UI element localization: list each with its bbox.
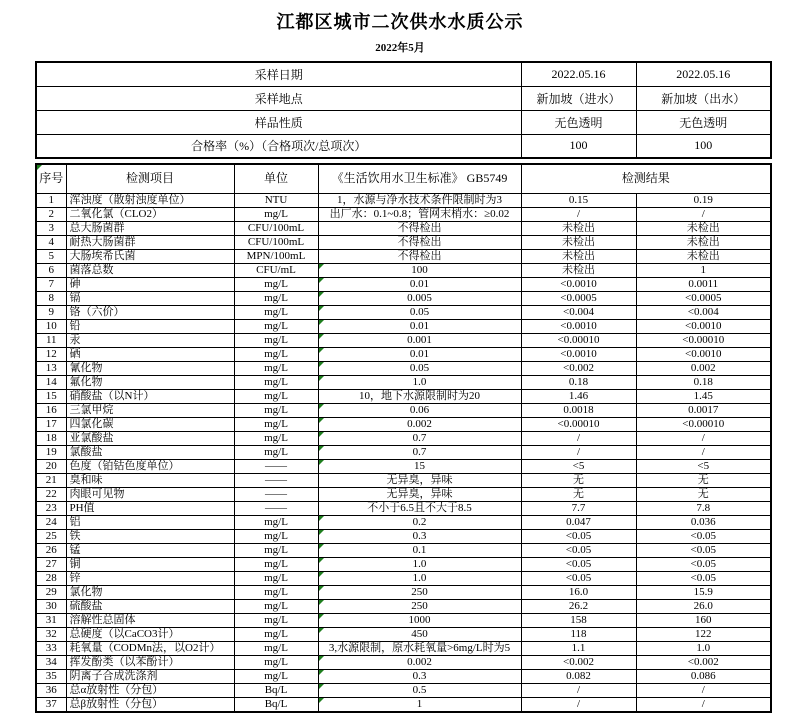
standard-cell: 450	[318, 627, 521, 641]
table-row	[36, 361, 771, 375]
unit-cell: mg/L	[234, 417, 318, 431]
item-cell: 总硬度（以CaCO3计）	[66, 627, 234, 641]
item-cell: 耗氧量（CODMn法，以O2计）	[66, 641, 234, 655]
standard-cell: 1000	[318, 613, 521, 627]
inlet-result-cell: <0.05	[521, 571, 636, 585]
standard-cell: 0.06	[318, 403, 521, 417]
row-no-cell: 26	[36, 543, 66, 557]
inlet-result-cell: <0.0010	[521, 277, 636, 291]
standard-cell: 15	[318, 459, 521, 473]
unit-cell: CFU/mL	[234, 263, 318, 277]
outlet-result-cell: /	[636, 697, 771, 712]
row-no-cell: 32	[36, 627, 66, 641]
unit-cell: CFU/100mL	[234, 221, 318, 235]
row-no-cell: 23	[36, 501, 66, 515]
item-cell: 铅	[66, 319, 234, 333]
standard-cell: 不得检出	[318, 221, 521, 235]
inlet-result-cell: 0.047	[521, 515, 636, 529]
unit-cell: Bq/L	[234, 683, 318, 697]
standard-cell: 250	[318, 599, 521, 613]
item-cell: 三氯甲烷	[66, 403, 234, 417]
summary-row	[36, 62, 771, 86]
summary-inlet-value-cell: 新加坡（进水）	[521, 86, 636, 110]
inlet-result-cell: <0.05	[521, 557, 636, 571]
unit-cell: mg/L	[234, 291, 318, 305]
outlet-result-cell: 0.0011	[636, 277, 771, 291]
table-row	[36, 221, 771, 235]
outlet-result-cell: 0.0017	[636, 403, 771, 417]
inlet-result-cell: 未检出	[521, 235, 636, 249]
standard-cell: 不得检出	[318, 249, 521, 263]
item-cell: 挥发酚类（以苯酚计）	[66, 655, 234, 669]
standard-cell: 100	[318, 263, 521, 277]
summary-inlet-value-cell: 无色透明	[521, 110, 636, 134]
unit-cell: mg/L	[234, 347, 318, 361]
summary-row	[36, 110, 771, 134]
outlet-result-cell: <5	[636, 459, 771, 473]
unit-cell: mg/L	[234, 515, 318, 529]
row-no-cell: 5	[36, 249, 66, 263]
item-cell: 硒	[66, 347, 234, 361]
inlet-result-cell: 0.0018	[521, 403, 636, 417]
outlet-result-cell: <0.0010	[636, 319, 771, 333]
outlet-result-cell: <0.004	[636, 305, 771, 319]
inlet-result-cell: 118	[521, 627, 636, 641]
row-no-cell: 31	[36, 613, 66, 627]
summary-label-cell: 采样地点	[36, 86, 521, 110]
unit-cell: NTU	[234, 193, 318, 207]
row-no-cell: 36	[36, 683, 66, 697]
standard-cell: 0.002	[318, 655, 521, 669]
row-no-cell: 17	[36, 417, 66, 431]
summary-table-body	[36, 62, 771, 158]
outlet-result-cell: 7.8	[636, 501, 771, 515]
inlet-result-cell: 158	[521, 613, 636, 627]
outlet-result-cell: <0.00010	[636, 417, 771, 431]
unit-cell: mg/L	[234, 445, 318, 459]
unit-cell: mg/L	[234, 375, 318, 389]
table-row	[36, 585, 771, 599]
unit-cell: mg/L	[234, 571, 318, 585]
row-no-cell: 16	[36, 403, 66, 417]
row-no-cell: 9	[36, 305, 66, 319]
table-row	[36, 473, 771, 487]
item-cell: 肉眼可见物	[66, 487, 234, 501]
item-cell: 溶解性总固体	[66, 613, 234, 627]
row-no-cell: 3	[36, 221, 66, 235]
unit-cell: mg/L	[234, 627, 318, 641]
outlet-result-cell: 未检出	[636, 221, 771, 235]
unit-cell: mg/L	[234, 389, 318, 403]
unit-cell: mg/L	[234, 305, 318, 319]
standard-cell: 0.002	[318, 417, 521, 431]
table-row	[36, 277, 771, 291]
item-cell: 大肠埃希氏菌	[66, 249, 234, 263]
item-cell: 四氯化碳	[66, 417, 234, 431]
inlet-result-cell: 无	[521, 473, 636, 487]
table-row	[36, 543, 771, 557]
item-cell: 氯酸盐	[66, 445, 234, 459]
inlet-result-cell: <0.004	[521, 305, 636, 319]
outlet-result-cell: <0.002	[636, 655, 771, 669]
standard-cell: 0.05	[318, 305, 521, 319]
report-month: 2022年5月	[375, 42, 425, 54]
standard-cell: 0.5	[318, 683, 521, 697]
outlet-result-cell: /	[636, 207, 771, 221]
outlet-result-cell: 0.002	[636, 361, 771, 375]
inlet-result-cell: 0.18	[521, 375, 636, 389]
outlet-result-cell: 160	[636, 613, 771, 627]
row-no-cell: 12	[36, 347, 66, 361]
item-cell: 氯化物	[66, 585, 234, 599]
row-no-cell: 14	[36, 375, 66, 389]
item-cell: PH值	[66, 501, 234, 515]
row-no-cell: 2	[36, 207, 66, 221]
table-row	[36, 347, 771, 361]
row-no-cell: 35	[36, 669, 66, 683]
row-no-cell: 18	[36, 431, 66, 445]
inlet-result-cell: 未检出	[521, 263, 636, 277]
row-no-cell: 7	[36, 277, 66, 291]
item-cell: 铬（六价）	[66, 305, 234, 319]
inlet-result-cell: 7.7	[521, 501, 636, 515]
outlet-result-cell: <0.05	[636, 543, 771, 557]
standard-cell: 1.0	[318, 557, 521, 571]
table-row	[36, 613, 771, 627]
inlet-result-cell: 0.15	[521, 193, 636, 207]
table-row	[36, 459, 771, 473]
outlet-result-cell: <0.05	[636, 529, 771, 543]
summary-outlet-value-cell: 新加坡（出水）	[636, 86, 771, 110]
inlet-result-cell: 26.2	[521, 599, 636, 613]
outlet-result-cell: 122	[636, 627, 771, 641]
inlet-result-cell: <0.05	[521, 543, 636, 557]
inlet-result-cell: <0.0010	[521, 347, 636, 361]
header-result-cell: 检测结果	[521, 164, 771, 193]
inlet-result-cell: 无	[521, 487, 636, 501]
inlet-result-cell: <0.05	[521, 529, 636, 543]
outlet-result-cell: <0.0005	[636, 291, 771, 305]
item-cell: 硫酸盐	[66, 599, 234, 613]
table-row	[36, 291, 771, 305]
unit-cell: mg/L	[234, 333, 318, 347]
row-no-cell: 19	[36, 445, 66, 459]
row-no-cell: 4	[36, 235, 66, 249]
item-cell: 菌落总数	[66, 263, 234, 277]
unit-cell: mg/L	[234, 613, 318, 627]
unit-cell: mg/L	[234, 403, 318, 417]
outlet-result-cell: <0.05	[636, 571, 771, 585]
summary-outlet-value-cell: 无色透明	[636, 110, 771, 134]
standard-cell: 无异臭，异味	[318, 487, 521, 501]
row-no-cell: 6	[36, 263, 66, 277]
summary-inlet-value-cell: 100	[521, 134, 636, 158]
inlet-result-cell: /	[521, 683, 636, 697]
row-no-cell: 37	[36, 697, 66, 712]
row-no-cell: 28	[36, 571, 66, 585]
unit-cell: MPN/100mL	[234, 249, 318, 263]
outlet-result-cell: 15.9	[636, 585, 771, 599]
standard-cell: 1.0	[318, 375, 521, 389]
summary-label-cell: 合格率（%）（合格项次/总项次）	[36, 134, 521, 158]
table-row	[36, 333, 771, 347]
unit-cell: ——	[234, 487, 318, 501]
standard-cell: 0.7	[318, 445, 521, 459]
summary-table	[35, 61, 772, 159]
table-row	[36, 697, 771, 712]
row-no-cell: 22	[36, 487, 66, 501]
inlet-result-cell: <0.0005	[521, 291, 636, 305]
outlet-result-cell: /	[636, 683, 771, 697]
item-cell: 氟化物	[66, 375, 234, 389]
item-cell: 镉	[66, 291, 234, 305]
outlet-result-cell: 未检出	[636, 249, 771, 263]
unit-cell: mg/L	[234, 207, 318, 221]
standard-cell: 0.3	[318, 529, 521, 543]
outlet-result-cell: 无	[636, 487, 771, 501]
row-no-cell: 27	[36, 557, 66, 571]
table-row	[36, 487, 771, 501]
unit-cell: mg/L	[234, 543, 318, 557]
standard-cell: 不小于6.5且不大于8.5	[318, 501, 521, 515]
item-cell: 总大肠菌群	[66, 221, 234, 235]
unit-cell: mg/L	[234, 361, 318, 375]
results-table	[35, 163, 772, 713]
inlet-result-cell: 未检出	[521, 221, 636, 235]
unit-cell: ——	[234, 473, 318, 487]
summary-row	[36, 134, 771, 158]
item-cell: 硝酸盐（以N计）	[66, 389, 234, 403]
unit-cell: CFU/100mL	[234, 235, 318, 249]
item-cell: 耐热大肠菌群	[66, 235, 234, 249]
unit-cell: mg/L	[234, 655, 318, 669]
table-row	[36, 249, 771, 263]
standard-cell: 3,水源限制，原水耗氧量>6mg/L时为5	[318, 641, 521, 655]
row-no-cell: 25	[36, 529, 66, 543]
column-header-row	[36, 164, 771, 193]
item-cell: 浑浊度（散射浊度单位）	[66, 193, 234, 207]
unit-cell: mg/L	[234, 641, 318, 655]
item-cell: 铁	[66, 529, 234, 543]
header-no-cell	[36, 164, 66, 193]
row-no-cell: 1	[36, 193, 66, 207]
standard-cell: 0.1	[318, 543, 521, 557]
inlet-result-cell: <0.00010	[521, 333, 636, 347]
table-row	[36, 655, 771, 669]
outlet-result-cell: 1	[636, 263, 771, 277]
unit-cell: ——	[234, 459, 318, 473]
unit-cell: mg/L	[234, 557, 318, 571]
summary-outlet-value-cell: 2022.05.16	[636, 62, 771, 86]
table-row	[36, 571, 771, 585]
summary-inlet-value-cell: 2022.05.16	[521, 62, 636, 86]
standard-cell: 10，地下水源限制时为20	[318, 389, 521, 403]
table-row	[36, 501, 771, 515]
table-row	[36, 683, 771, 697]
table-row	[36, 403, 771, 417]
unit-cell: mg/L	[234, 529, 318, 543]
outlet-result-cell: 0.19	[636, 193, 771, 207]
item-cell: 氰化物	[66, 361, 234, 375]
standard-cell: 0.7	[318, 431, 521, 445]
row-no-cell: 10	[36, 319, 66, 333]
table-row	[36, 627, 771, 641]
row-no-cell: 11	[36, 333, 66, 347]
table-row	[36, 263, 771, 277]
header-item-cell: 检测项目	[66, 164, 234, 193]
header-no-label: 序号	[39, 171, 64, 186]
standard-cell: 0.05	[318, 361, 521, 375]
inlet-result-cell: <0.002	[521, 655, 636, 669]
table-row	[36, 557, 771, 571]
standard-cell: 1	[318, 697, 521, 712]
item-cell: 铝	[66, 515, 234, 529]
item-cell: 砷	[66, 277, 234, 291]
inlet-result-cell: <0.0010	[521, 319, 636, 333]
outlet-result-cell: 1.45	[636, 389, 771, 403]
outlet-result-cell: <0.00010	[636, 333, 771, 347]
outlet-result-cell: 26.0	[636, 599, 771, 613]
item-cell: 总α放射性（分包）	[66, 683, 234, 697]
table-row	[36, 515, 771, 529]
outlet-result-cell: 未检出	[636, 235, 771, 249]
table-row	[36, 193, 771, 207]
item-cell: 色度（铂钴色度单位）	[66, 459, 234, 473]
standard-cell: 0.2	[318, 515, 521, 529]
standard-cell: 出厂水：0.1~0.8；管网末梢水：≥0.02	[318, 207, 521, 221]
standard-cell: 0.001	[318, 333, 521, 347]
inlet-result-cell: 未检出	[521, 249, 636, 263]
outlet-result-cell: /	[636, 431, 771, 445]
inlet-result-cell: /	[521, 207, 636, 221]
summary-label-cell: 采样日期	[36, 62, 521, 86]
standard-cell: 0.01	[318, 277, 521, 291]
page-title: 江都区城市二次供水水质公示	[276, 12, 524, 32]
standard-cell: 无异臭，异味	[318, 473, 521, 487]
unit-cell: ——	[234, 501, 318, 515]
row-no-cell: 20	[36, 459, 66, 473]
main-table-body	[36, 164, 771, 712]
outlet-result-cell: /	[636, 445, 771, 459]
inlet-result-cell: 16.0	[521, 585, 636, 599]
item-cell: 铜	[66, 557, 234, 571]
row-no-cell: 8	[36, 291, 66, 305]
item-cell: 锰	[66, 543, 234, 557]
outlet-result-cell: <0.05	[636, 557, 771, 571]
standard-cell: 1.0	[318, 571, 521, 585]
inlet-result-cell: 1.46	[521, 389, 636, 403]
row-no-cell: 29	[36, 585, 66, 599]
summary-label-cell: 样品性质	[36, 110, 521, 134]
standard-cell: 0.01	[318, 347, 521, 361]
inlet-result-cell: <0.002	[521, 361, 636, 375]
standard-cell: 0.01	[318, 319, 521, 333]
outlet-result-cell: 无	[636, 473, 771, 487]
summary-row	[36, 86, 771, 110]
table-row	[36, 445, 771, 459]
table-row	[36, 641, 771, 655]
inlet-result-cell: 1.1	[521, 641, 636, 655]
row-no-cell: 24	[36, 515, 66, 529]
unit-cell: mg/L	[234, 599, 318, 613]
unit-cell: mg/L	[234, 585, 318, 599]
summary-outlet-value-cell: 100	[636, 134, 771, 158]
table-row	[36, 529, 771, 543]
unit-cell: mg/L	[234, 669, 318, 683]
standard-cell: 1，水源与净水技术条件限制时为3	[318, 193, 521, 207]
inlet-result-cell: <5	[521, 459, 636, 473]
inlet-result-cell: /	[521, 431, 636, 445]
outlet-result-cell: 0.036	[636, 515, 771, 529]
outlet-result-cell: <0.0010	[636, 347, 771, 361]
table-row	[36, 235, 771, 249]
item-cell: 二氧化氯（CLO2）	[66, 207, 234, 221]
unit-cell: Bq/L	[234, 697, 318, 712]
standard-cell: 不得检出	[318, 235, 521, 249]
table-row	[36, 669, 771, 683]
row-no-cell: 21	[36, 473, 66, 487]
item-cell: 汞	[66, 333, 234, 347]
table-row	[36, 389, 771, 403]
table-row	[36, 599, 771, 613]
unit-cell: mg/L	[234, 277, 318, 291]
outlet-result-cell: 0.086	[636, 669, 771, 683]
item-cell: 臭和味	[66, 473, 234, 487]
table-row	[36, 375, 771, 389]
inlet-result-cell: /	[521, 697, 636, 712]
standard-cell: 0.005	[318, 291, 521, 305]
item-cell: 亚氯酸盐	[66, 431, 234, 445]
item-cell: 锌	[66, 571, 234, 585]
outlet-result-cell: 1.0	[636, 641, 771, 655]
standard-cell: 0.3	[318, 669, 521, 683]
table-row	[36, 417, 771, 431]
inlet-result-cell: <0.00010	[521, 417, 636, 431]
item-cell: 阴离子合成洗涤剂	[66, 669, 234, 683]
row-no-cell: 33	[36, 641, 66, 655]
item-cell: 总β放射性（分包）	[66, 697, 234, 712]
table-row	[36, 207, 771, 221]
inlet-result-cell: 0.082	[521, 669, 636, 683]
standard-cell: 250	[318, 585, 521, 599]
inlet-result-cell: /	[521, 445, 636, 459]
header-unit-cell: 单位	[234, 164, 318, 193]
unit-cell: mg/L	[234, 319, 318, 333]
row-no-cell: 34	[36, 655, 66, 669]
row-no-cell: 30	[36, 599, 66, 613]
row-no-cell: 15	[36, 389, 66, 403]
table-row	[36, 431, 771, 445]
unit-cell: mg/L	[234, 431, 318, 445]
table-row	[36, 319, 771, 333]
table-row	[36, 305, 771, 319]
header-standard-cell: 《生活饮用水卫生标准》 GB5749	[318, 164, 521, 193]
row-no-cell: 13	[36, 361, 66, 375]
outlet-result-cell: 0.18	[636, 375, 771, 389]
